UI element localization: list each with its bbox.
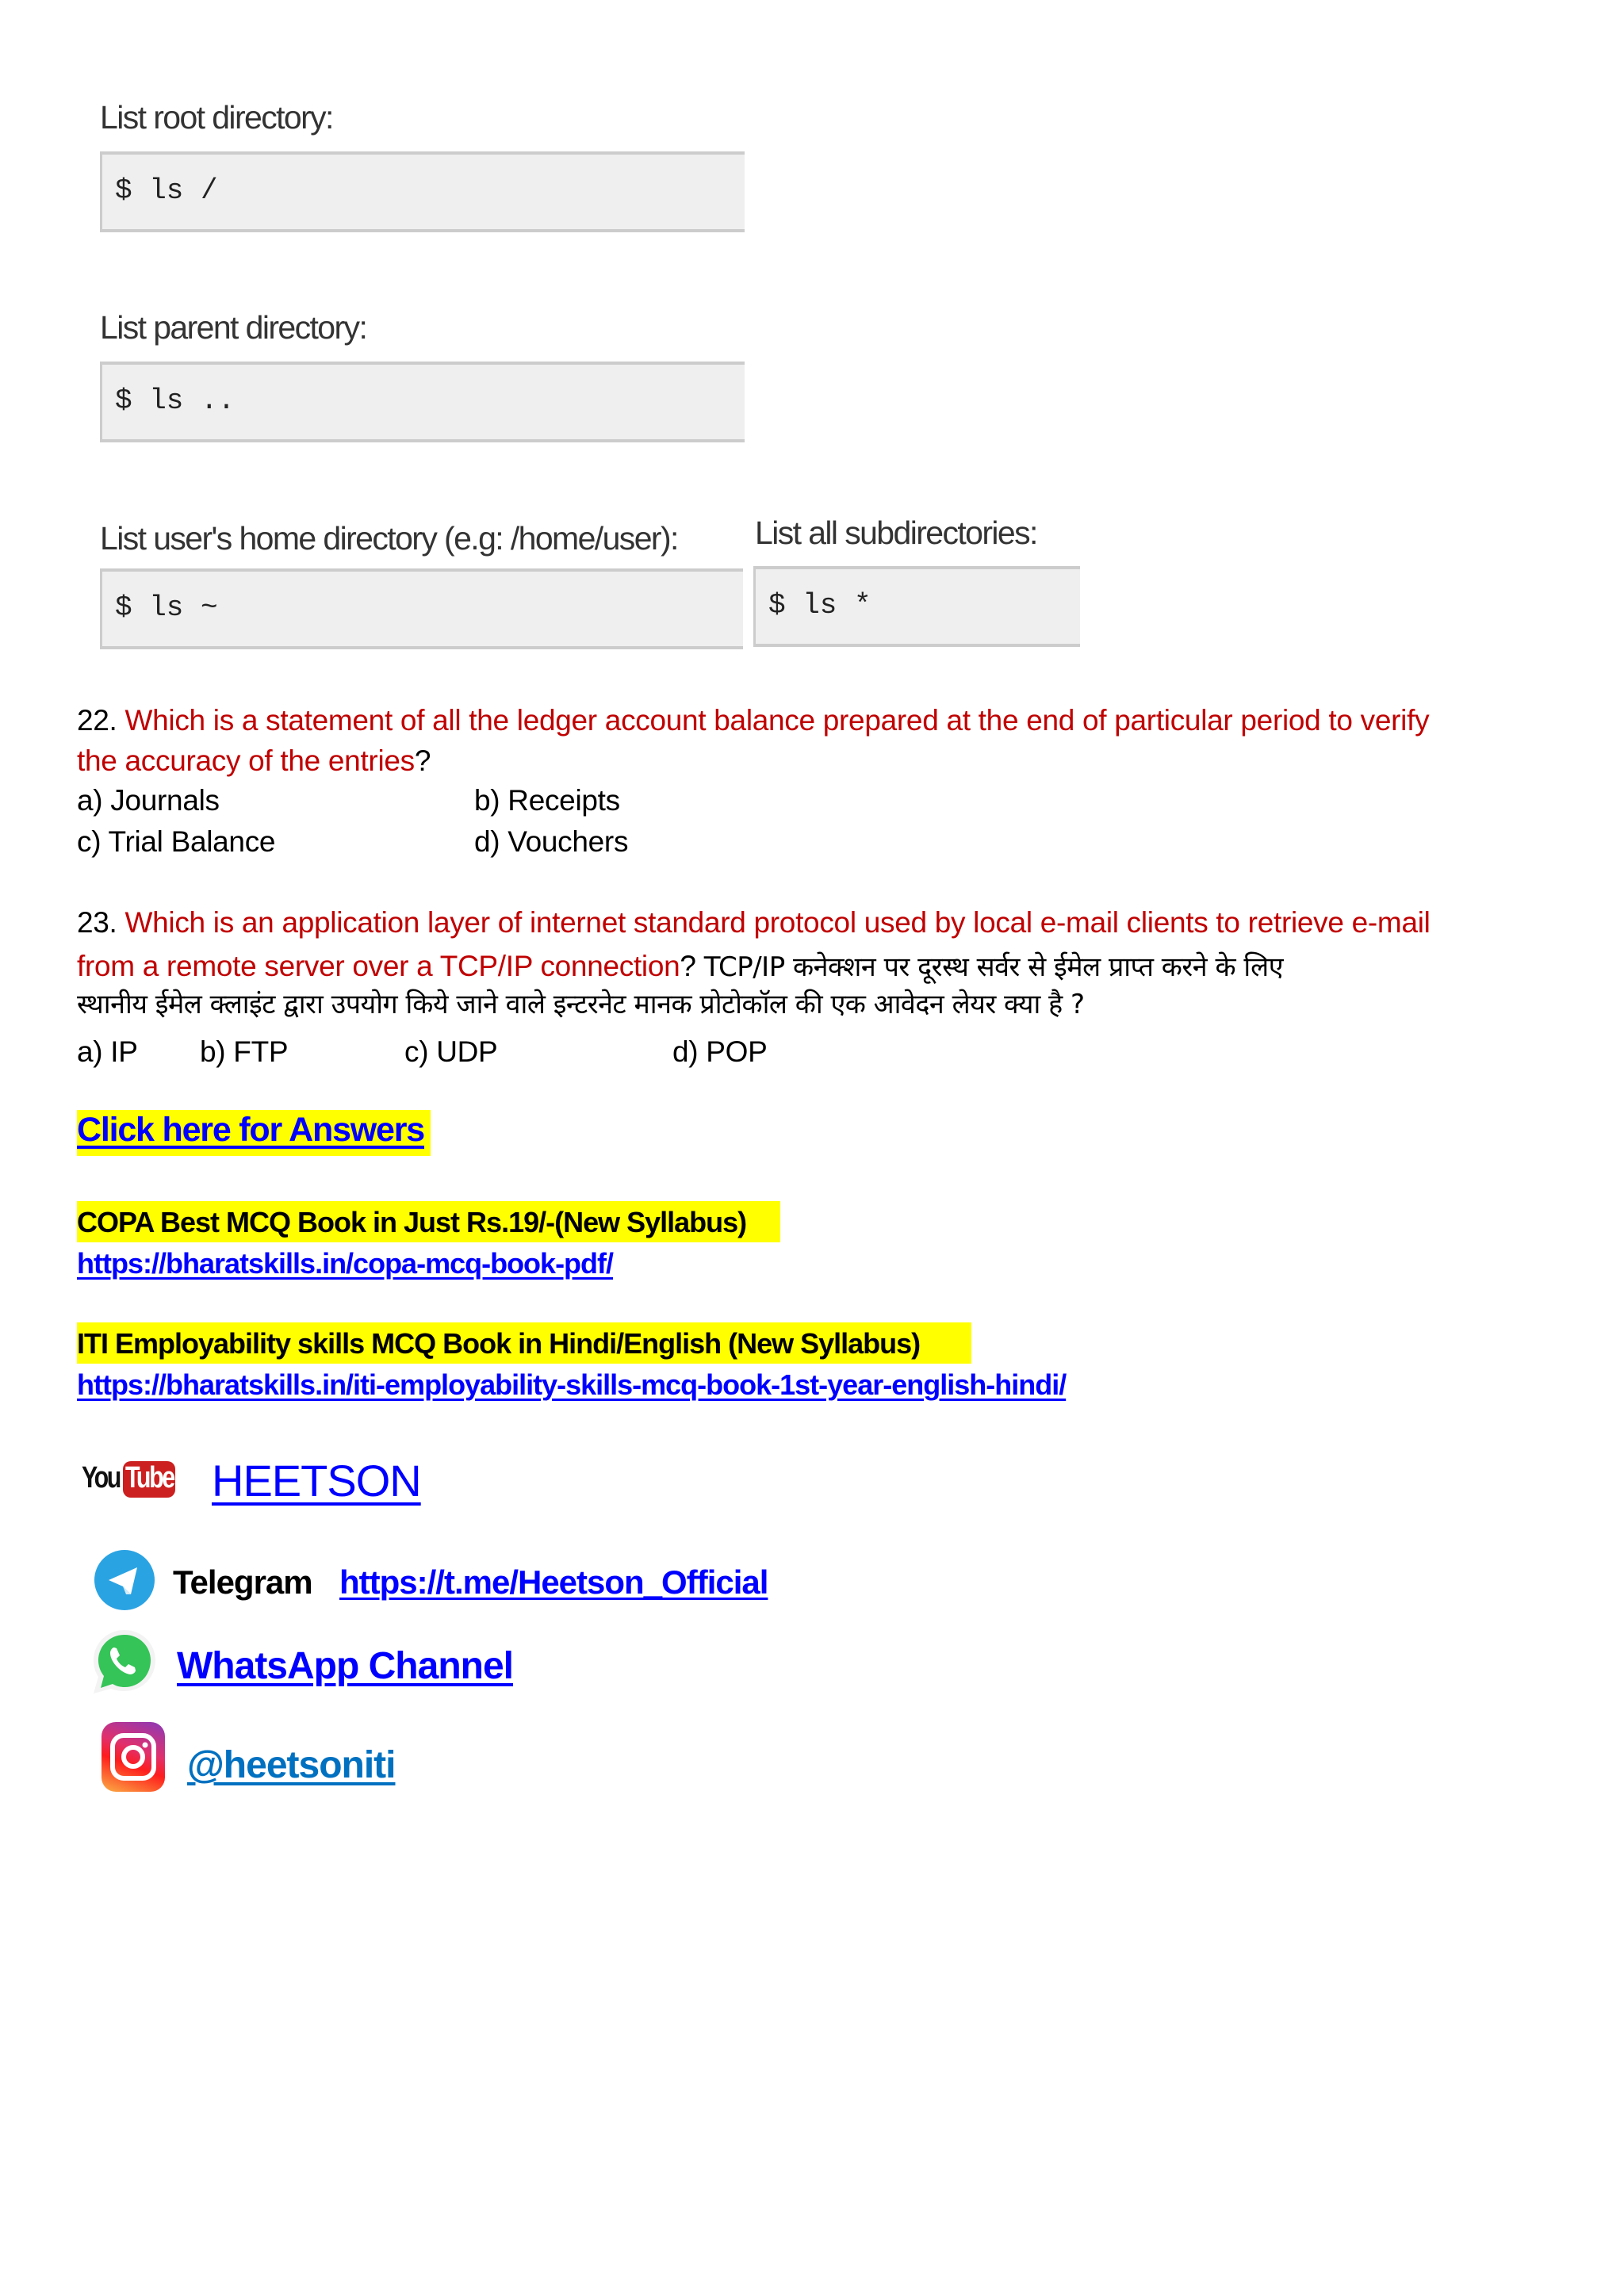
option-a: a) Journals bbox=[77, 784, 220, 817]
snippet-label: List user's home directory (e.g: /home/user): bbox=[100, 520, 678, 557]
option-b: b) Receipts bbox=[474, 784, 620, 817]
code-box bbox=[753, 566, 1080, 647]
question-mark: ? bbox=[680, 950, 696, 982]
code-command: $ ls * bbox=[768, 589, 871, 622]
promo-title-copa: COPA Best MCQ Book in Just Rs.19/-(New Syllabus) bbox=[77, 1206, 747, 1238]
code-box bbox=[100, 362, 745, 442]
instagram-icon bbox=[102, 1722, 165, 1792]
option-c: c) Trial Balance bbox=[77, 825, 276, 858]
whatsapp-icon bbox=[89, 1627, 160, 1698]
promo-link-employability[interactable]: https://bharatskills.in/iti-employability-skills-mcq-book-1st-year-english-hindi/ bbox=[77, 1368, 1067, 1401]
telegram-icon bbox=[94, 1550, 155, 1610]
question-text: from a remote server over a TCP/IP connection bbox=[77, 950, 680, 982]
whatsapp-channel-link[interactable]: WhatsApp Channel bbox=[177, 1645, 513, 1687]
instagram-camera-icon bbox=[102, 1722, 165, 1792]
snippet-label: List parent directory: bbox=[100, 309, 367, 346]
promo-title-employability: ITI Employability skills MCQ Book in Hindi/English (New Syllabus) bbox=[77, 1327, 921, 1360]
code-command: $ ls .. bbox=[115, 385, 236, 417]
youtube-logo-tube: Tube bbox=[125, 1461, 174, 1494]
question-number: 23. bbox=[77, 906, 117, 939]
question-line bbox=[77, 951, 1283, 981]
telegram-plane-icon bbox=[94, 1550, 155, 1610]
code-box bbox=[100, 151, 745, 232]
question-hindi-text: TCP/IP कनेक्शन पर दूरस्थ सर्वर से ईमेल प्राप्त करने के लिए bbox=[703, 951, 1284, 983]
telegram-label: Telegram bbox=[173, 1563, 312, 1601]
question-line bbox=[77, 706, 1429, 735]
option-b: b) FTP bbox=[200, 1035, 289, 1068]
question-hindi-line: स्थानीय ईमेल क्लाइंट द्वारा उपयोग किये जाने वाले इन्टरनेट मानक प्रोटोकॉल की एक आवेदन लेयर क्या है ? bbox=[77, 989, 1085, 1020]
question-text: Which is an application layer of internet standard protocol used by local e-mail clients to retrieve e-mail bbox=[124, 906, 1431, 939]
youtube-channel-link[interactable]: HEETSON bbox=[212, 1456, 421, 1506]
question-mark: ? bbox=[414, 744, 431, 777]
question-text: the accuracy of the entries bbox=[77, 744, 415, 777]
youtube-logo-you: You bbox=[82, 1461, 120, 1494]
youtube-logo-icon bbox=[82, 1461, 175, 1498]
snippet-label: List root directory: bbox=[100, 99, 333, 136]
option-c: c) UDP bbox=[404, 1035, 498, 1068]
promo-link-copa[interactable]: https://bharatskills.in/copa-mcq-book-pdf/ bbox=[77, 1247, 614, 1280]
question-line bbox=[77, 746, 431, 775]
instagram-handle-link[interactable]: @heetsoniti bbox=[187, 1744, 396, 1786]
code-command: $ ls / bbox=[115, 174, 218, 207]
telegram-link[interactable]: https://t.me/Heetson_Official bbox=[339, 1563, 768, 1601]
question-number: 22. bbox=[77, 704, 117, 737]
question-text: Which is a statement of all the ledger account balance prepared at the end of particular period to verify bbox=[124, 704, 1430, 737]
option-d: d) POP bbox=[672, 1035, 768, 1068]
option-a: a) IP bbox=[77, 1035, 138, 1068]
option-d: d) Vouchers bbox=[474, 825, 629, 858]
answers-link[interactable]: Click here for Answers bbox=[77, 1111, 425, 1149]
code-box bbox=[100, 568, 743, 649]
snippet-label: List all subdirectories: bbox=[755, 515, 1037, 551]
whatsapp-bubble-icon bbox=[89, 1627, 160, 1698]
question-line bbox=[77, 908, 1431, 937]
code-command: $ ls ~ bbox=[115, 591, 218, 624]
